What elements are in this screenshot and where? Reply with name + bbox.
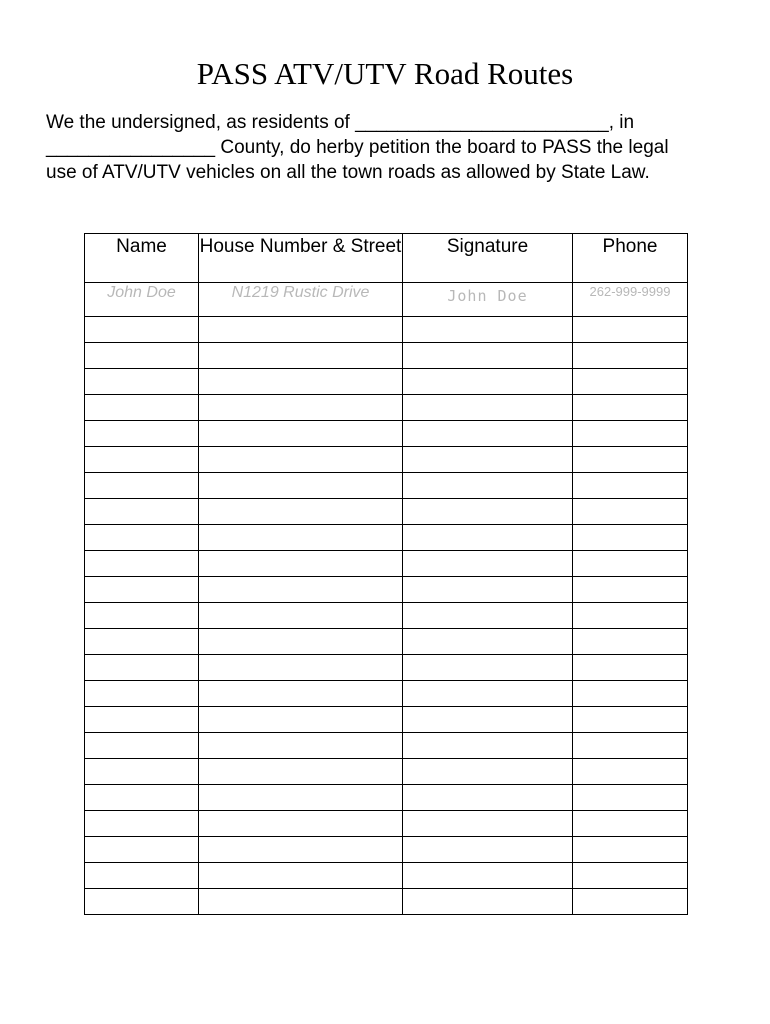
address-cell[interactable] — [199, 551, 403, 577]
name-cell[interactable] — [85, 317, 199, 343]
address-cell[interactable] — [199, 603, 403, 629]
petition-statement — [46, 110, 726, 185]
address-cell[interactable] — [199, 447, 403, 473]
name-cell[interactable] — [85, 473, 199, 499]
phone-cell[interactable] — [573, 499, 688, 525]
address-cell[interactable] — [199, 733, 403, 759]
name-cell[interactable] — [85, 837, 199, 863]
phone-cell[interactable] — [573, 369, 688, 395]
table-row — [85, 759, 688, 785]
name-cell[interactable] — [85, 499, 199, 525]
address-cell[interactable] — [199, 707, 403, 733]
signature-cell[interactable] — [403, 525, 573, 551]
signature-cell[interactable] — [403, 577, 573, 603]
name-cell[interactable] — [85, 733, 199, 759]
name-cell[interactable] — [85, 551, 199, 577]
address-cell[interactable] — [199, 369, 403, 395]
signature-cell[interactable] — [403, 395, 573, 421]
name-cell[interactable] — [85, 811, 199, 837]
table-row — [85, 889, 688, 915]
name-cell[interactable] — [85, 369, 199, 395]
statement-line: ________________ County, do herby petition the board to PASS the legal — [46, 137, 669, 158]
table-row — [85, 681, 688, 707]
name-cell[interactable] — [85, 759, 199, 785]
signature-cell[interactable] — [403, 889, 573, 915]
signature-cell[interactable] — [403, 707, 573, 733]
address-cell[interactable] — [199, 759, 403, 785]
address-cell[interactable] — [199, 629, 403, 655]
name-cell[interactable] — [85, 889, 199, 915]
name-cell[interactable] — [85, 603, 199, 629]
example-address: N1219 Rustic Drive — [199, 283, 403, 317]
address-cell[interactable] — [199, 525, 403, 551]
phone-cell[interactable] — [573, 603, 688, 629]
signature-cell[interactable] — [403, 759, 573, 785]
address-cell[interactable] — [199, 655, 403, 681]
column-header-signature: Signature — [403, 234, 573, 283]
phone-cell[interactable] — [573, 707, 688, 733]
signature-cell[interactable] — [403, 733, 573, 759]
table-row — [85, 395, 688, 421]
address-cell[interactable] — [199, 473, 403, 499]
table-row — [85, 525, 688, 551]
phone-cell[interactable] — [573, 317, 688, 343]
name-cell[interactable] — [85, 577, 199, 603]
table-row — [85, 655, 688, 681]
phone-cell[interactable] — [573, 447, 688, 473]
example-phone: 262-999-9999 — [573, 283, 688, 317]
table-row — [85, 733, 688, 759]
signature-cell[interactable] — [403, 837, 573, 863]
signature-cell[interactable] — [403, 629, 573, 655]
signature-cell[interactable] — [403, 551, 573, 577]
address-cell[interactable] — [199, 317, 403, 343]
table-row — [85, 837, 688, 863]
name-cell[interactable] — [85, 785, 199, 811]
signature-cell[interactable] — [403, 863, 573, 889]
table-row — [85, 551, 688, 577]
name-cell[interactable] — [85, 525, 199, 551]
signature-table — [84, 233, 688, 915]
phone-cell[interactable] — [573, 785, 688, 811]
phone-cell[interactable] — [573, 733, 688, 759]
table-row — [85, 343, 688, 369]
phone-cell[interactable] — [573, 811, 688, 837]
table-row — [85, 603, 688, 629]
signature-cell[interactable] — [403, 317, 573, 343]
table-row — [85, 447, 688, 473]
phone-cell[interactable] — [573, 343, 688, 369]
column-header-phone: Phone — [573, 234, 688, 283]
signature-cell[interactable] — [403, 681, 573, 707]
phone-cell[interactable] — [573, 629, 688, 655]
example-row — [85, 283, 688, 317]
table-row — [85, 499, 688, 525]
phone-cell[interactable] — [573, 421, 688, 447]
table-row — [85, 863, 688, 889]
phone-cell[interactable] — [573, 889, 688, 915]
name-cell[interactable] — [85, 707, 199, 733]
name-cell[interactable] — [85, 681, 199, 707]
table-row — [85, 369, 688, 395]
name-cell[interactable] — [85, 629, 199, 655]
signature-cell[interactable] — [403, 369, 573, 395]
example-signature: John Doe — [403, 283, 573, 317]
signature-cell[interactable] — [403, 499, 573, 525]
name-cell[interactable] — [85, 343, 199, 369]
signature-cell[interactable] — [403, 655, 573, 681]
signature-cell[interactable] — [403, 811, 573, 837]
table-row — [85, 785, 688, 811]
signature-cell[interactable] — [403, 447, 573, 473]
signature-cell[interactable] — [403, 603, 573, 629]
address-cell[interactable] — [199, 395, 403, 421]
phone-cell[interactable] — [573, 863, 688, 889]
address-cell[interactable] — [199, 837, 403, 863]
phone-cell[interactable] — [573, 395, 688, 421]
phone-cell[interactable] — [573, 681, 688, 707]
address-cell[interactable] — [199, 343, 403, 369]
phone-cell[interactable] — [573, 655, 688, 681]
signature-cell[interactable] — [403, 421, 573, 447]
column-header-address: House Number & Street — [199, 234, 403, 283]
signature-cell[interactable] — [403, 473, 573, 499]
table-row — [85, 421, 688, 447]
table-row — [85, 811, 688, 837]
phone-cell[interactable] — [573, 837, 688, 863]
phone-cell[interactable] — [573, 577, 688, 603]
column-header-name: Name — [85, 234, 199, 283]
statement-line: We the undersigned, as residents of ________________________, in — [46, 112, 635, 133]
table-header-row — [85, 234, 688, 283]
table-row — [85, 473, 688, 499]
address-cell[interactable] — [199, 577, 403, 603]
name-cell[interactable] — [85, 421, 199, 447]
address-cell[interactable] — [199, 863, 403, 889]
name-cell[interactable] — [85, 655, 199, 681]
phone-cell[interactable] — [573, 551, 688, 577]
example-name: John Doe — [85, 283, 199, 317]
address-cell[interactable] — [199, 811, 403, 837]
signature-cell[interactable] — [403, 785, 573, 811]
phone-cell[interactable] — [573, 759, 688, 785]
name-cell[interactable] — [85, 447, 199, 473]
name-cell[interactable] — [85, 863, 199, 889]
signature-cell[interactable] — [403, 343, 573, 369]
table-row — [85, 707, 688, 733]
phone-cell[interactable] — [573, 473, 688, 499]
name-cell[interactable] — [85, 395, 199, 421]
address-cell[interactable] — [199, 421, 403, 447]
statement-line: use of ATV/UTV vehicles on all the town roads as allowed by State Law. — [46, 162, 650, 183]
address-cell[interactable] — [199, 499, 403, 525]
address-cell[interactable] — [199, 681, 403, 707]
table-row — [85, 629, 688, 655]
table-row — [85, 317, 688, 343]
phone-cell[interactable] — [573, 525, 688, 551]
page-title: PASS ATV/UTV Road Routes — [196, 56, 574, 91]
address-cell[interactable] — [199, 889, 403, 915]
table-row — [85, 577, 688, 603]
address-cell[interactable] — [199, 785, 403, 811]
